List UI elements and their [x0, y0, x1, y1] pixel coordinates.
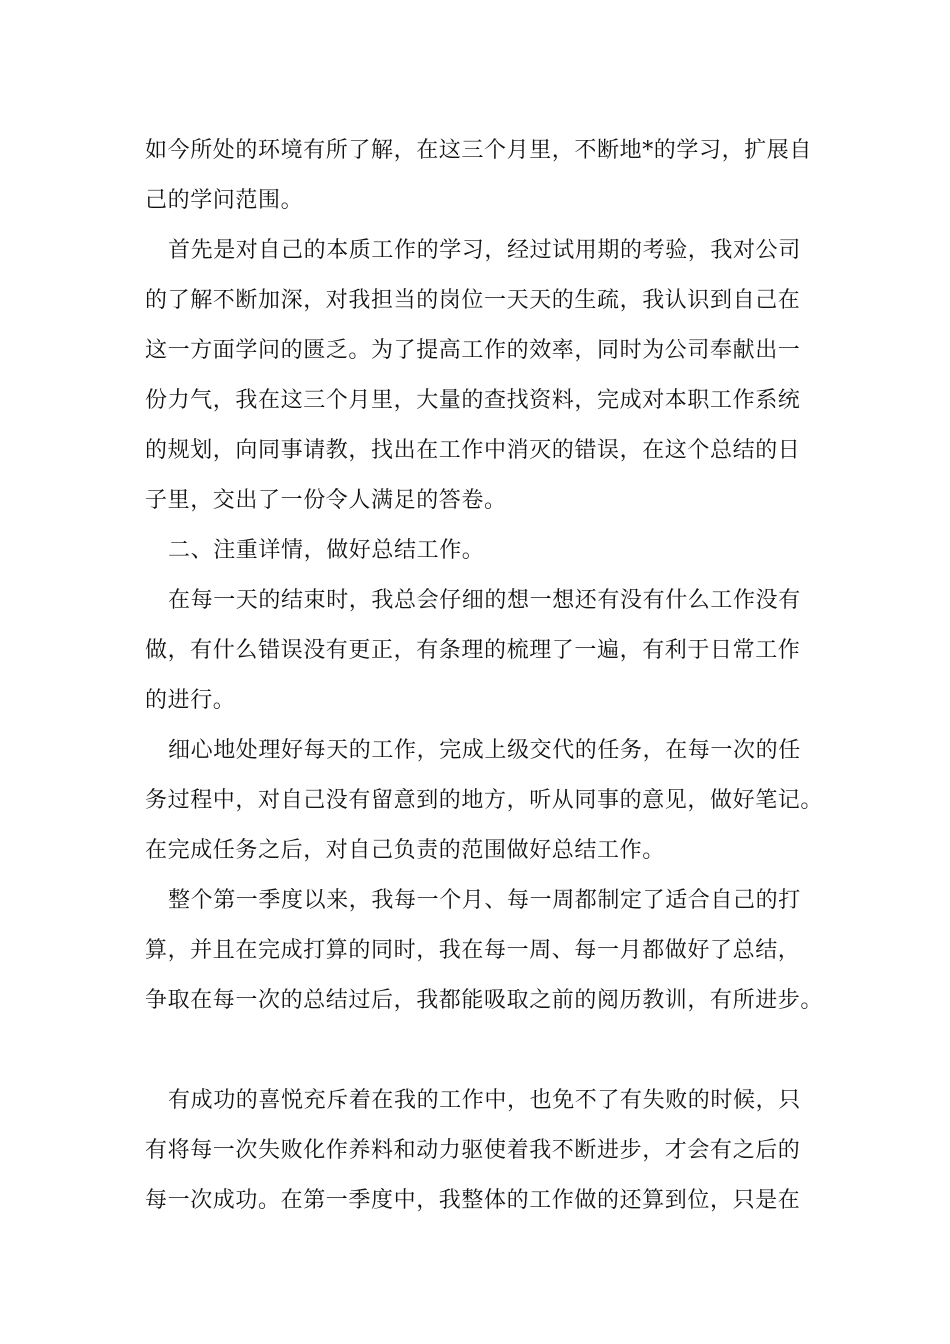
- paragraph-first-line: 在每一天的结束时，我总会仔细的想一想还有没有什么工作没有: [168, 588, 801, 613]
- text-line: 在完成任务之后，对自己负责的范围做好总结工作。: [145, 838, 665, 863]
- text-line: 每一次成功。在第一季度中，我整体的工作做的还算到位，只是在: [145, 1188, 801, 1213]
- section-heading: 二、注重详情，做好总结工作。: [168, 538, 485, 563]
- text-line: 子里，交出了一份令人满足的答卷。: [145, 488, 507, 513]
- text-line: 这一方面学问的匮乏。为了提高工作的效率，同时为公司奉献出一: [145, 338, 801, 363]
- paragraph-first-line: 整个第一季度以来，我每一个月、每一周都制定了适合自己的打: [168, 888, 801, 913]
- text-line: 做，有什么错误没有更正，有条理的梳理了一遍，有利于日常工作: [145, 638, 801, 663]
- text-line: 份力气，我在这三个月里，大量的查找资料，完成对本职工作系统: [145, 388, 801, 413]
- text-line: 有将每一次失败化作养料和动力驱使着我不断进步，才会有之后的: [145, 1138, 801, 1163]
- paragraph-first-line: 首先是对自己的本质工作的学习，经过试用期的考验，我对公司: [168, 238, 801, 263]
- text-line: 争取在每一次的总结过后，我都能吸取之前的阅历教训，有所进步。: [145, 988, 824, 1013]
- text-line: 算，并且在完成打算的同时，我在每一周、每一月都做好了总结，: [145, 938, 801, 963]
- text-line: 务过程中，对自己没有留意到的地方，听从同事的意见，做好笔记。: [145, 788, 824, 813]
- text-line: 己的学问范围。: [145, 188, 304, 213]
- text-line: 的进行。: [145, 688, 236, 713]
- text-line: 如今所处的环境有所了解，在这三个月里，不断地*的学习，扩展自: [145, 138, 813, 163]
- text-line: 的了解不断加深，对我担当的岗位一天天的生疏，我认识到自己在: [145, 288, 801, 313]
- text-line: 的规划，向同事请教，找出在工作中消灭的错误，在这个总结的日: [145, 438, 801, 463]
- paragraph-first-line: 有成功的喜悦充斥着在我的工作中，也免不了有失败的时候，只: [168, 1088, 801, 1113]
- paragraph-first-line: 细心地处理好每天的工作，完成上级交代的任务，在每一次的任: [168, 738, 801, 763]
